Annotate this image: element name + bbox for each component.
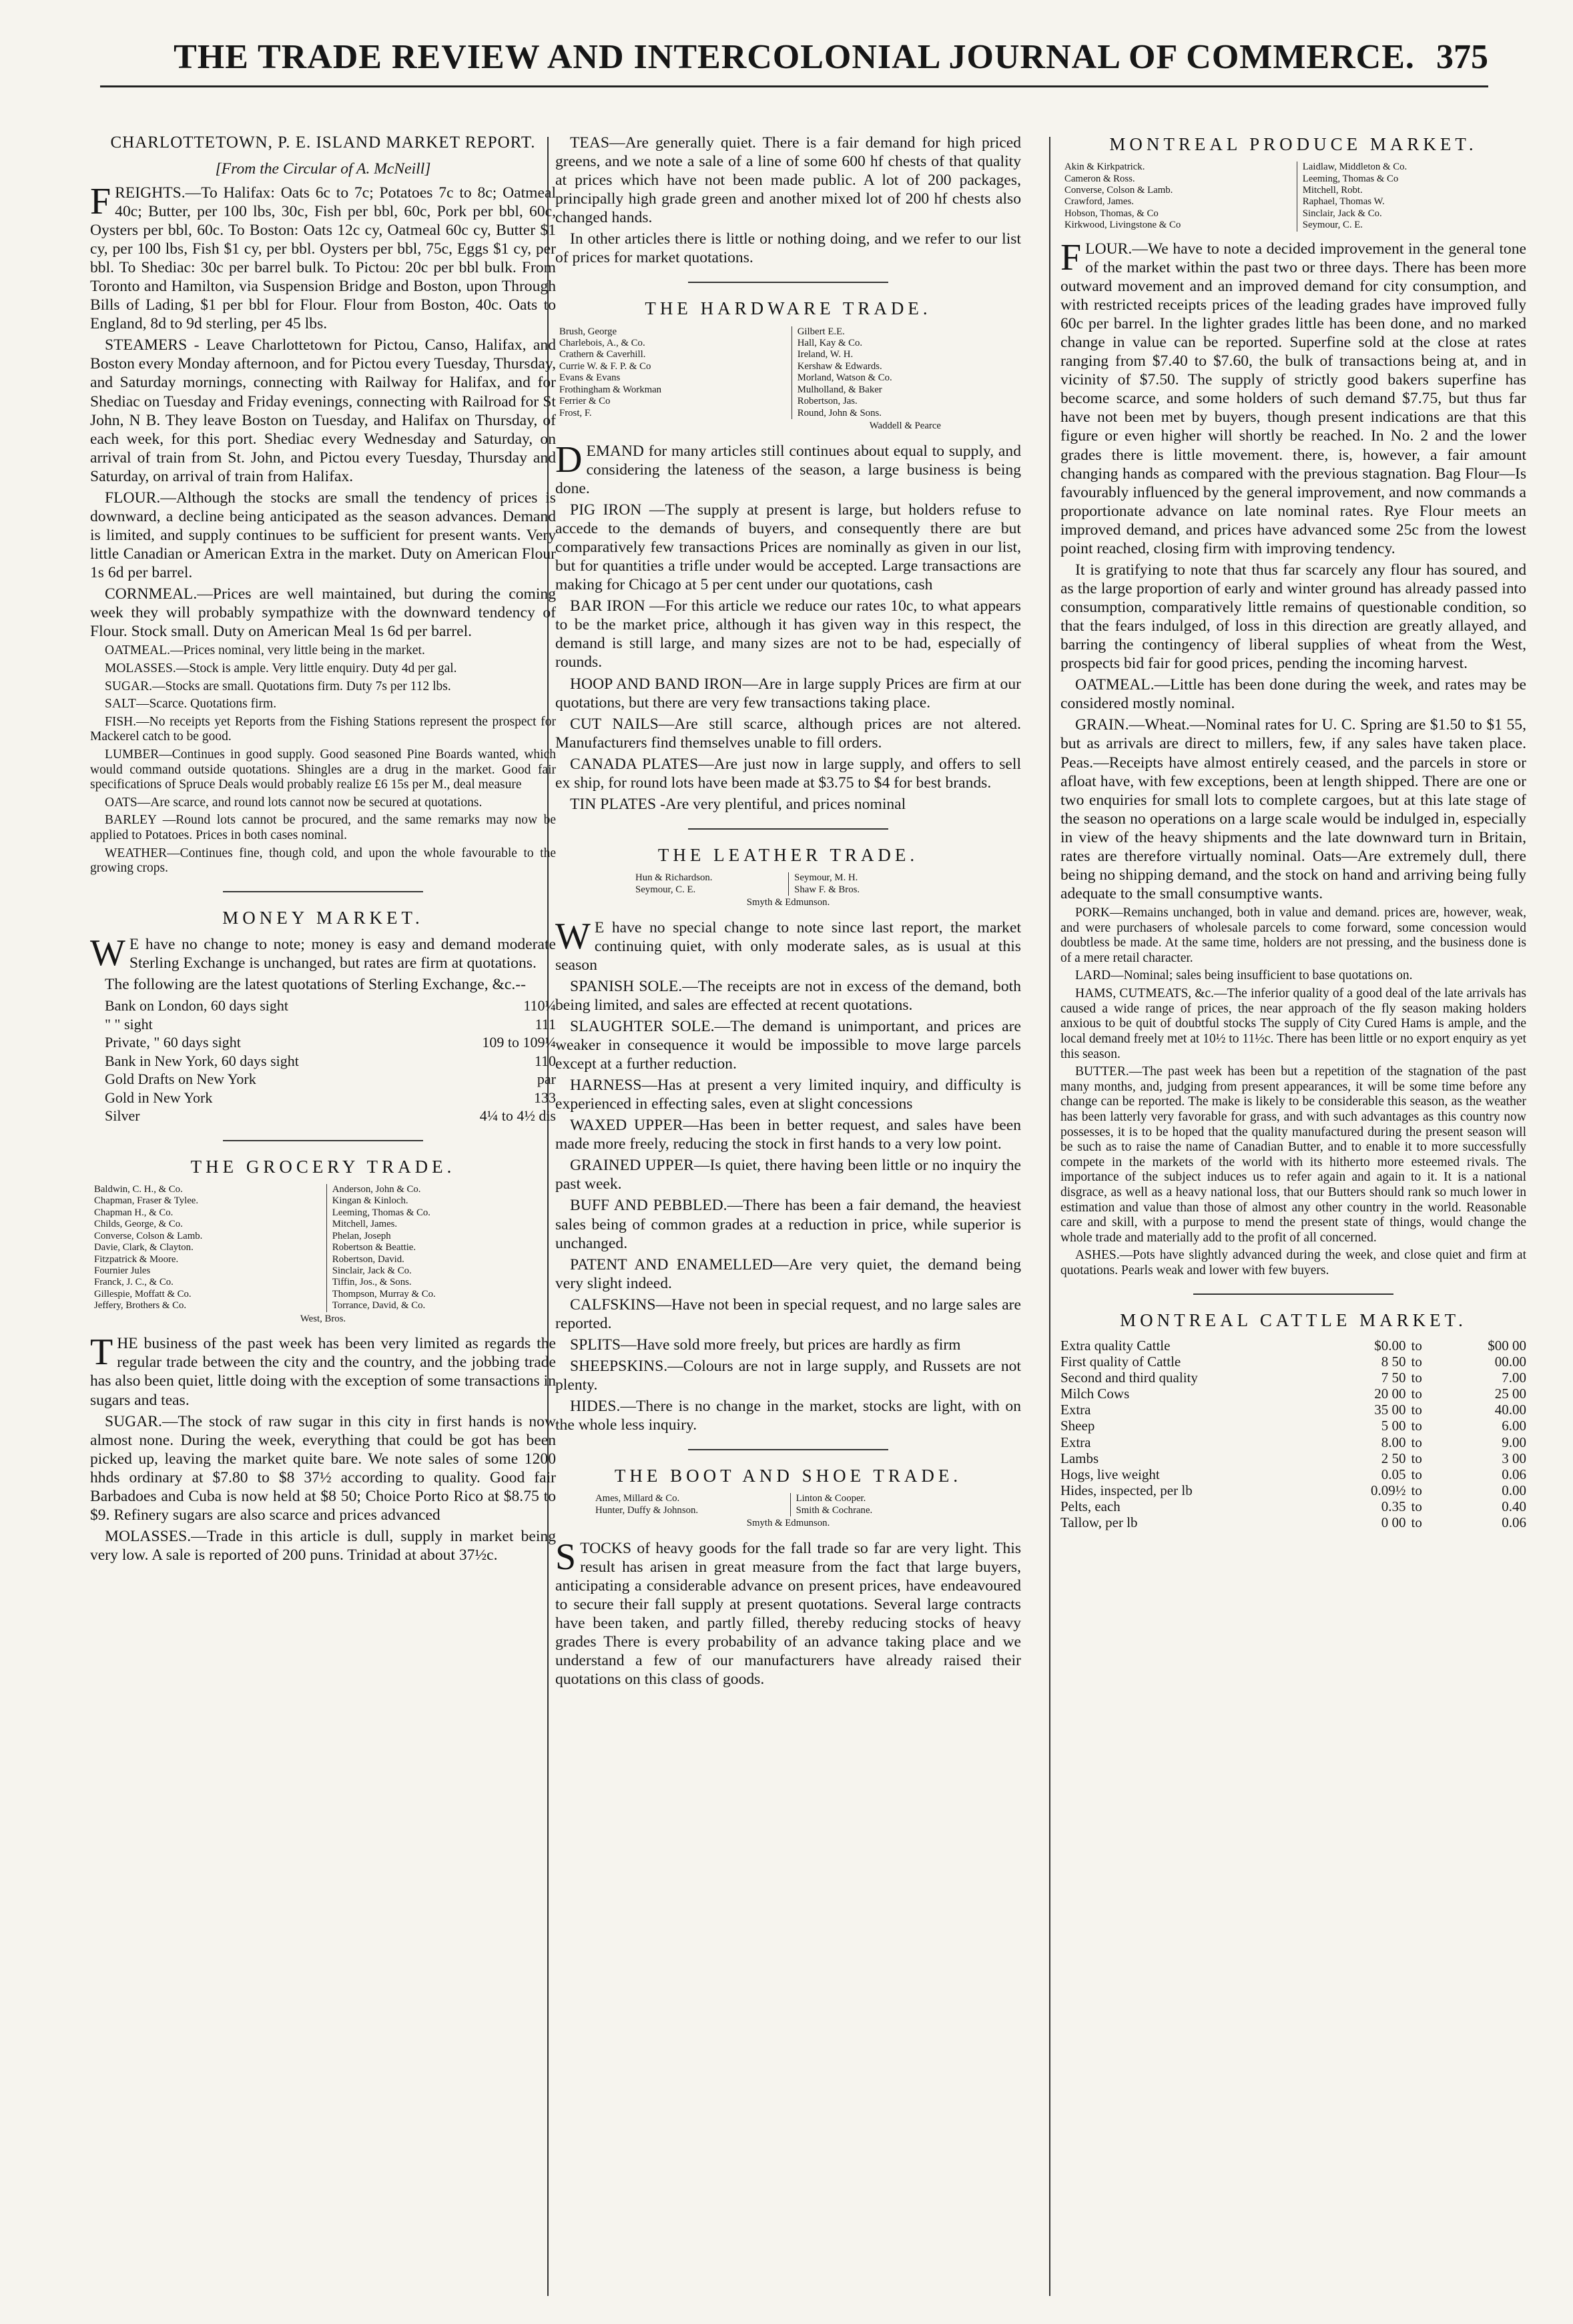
table-cell-value: 110¼ — [523, 997, 556, 1014]
firm-name: Hall, Kay & Co. — [797, 338, 863, 349]
table-cell-from: 0.09½ — [1371, 1482, 1406, 1499]
article-paragraph: SALT—Scarce. Quotations firm. — [105, 697, 277, 711]
section-divider — [223, 891, 423, 892]
table-cell-label: First quality of Cattle — [1060, 1353, 1181, 1370]
firm-list-left — [1064, 162, 1284, 232]
section-heading-hardware: THE HARDWARE TRADE. — [645, 298, 932, 319]
firm-list — [559, 326, 1017, 420]
table-cell-label: Bank on London, 60 days sight — [105, 997, 288, 1014]
article-paragraph: The following are the latest quotations of Sterling Exchange, &c.-- — [105, 976, 526, 994]
section-divider — [1193, 1293, 1393, 1295]
firm-name: Akin & Kirkpatrick. — [1064, 162, 1145, 173]
table-row — [90, 996, 556, 1015]
table-cell-label: Lambs — [1060, 1450, 1099, 1466]
firm-name: Smyth & Edmunson. — [746, 897, 830, 908]
firm-name: Morland, Watson & Co. — [797, 372, 892, 384]
column-3 — [1060, 133, 1526, 2296]
firm-name: Crawford, James. — [1064, 196, 1134, 208]
table-cell-to: 0.06 — [1502, 1466, 1526, 1482]
table-cell-label: Hides, inspected, per lb — [1060, 1482, 1193, 1499]
article-paragraph: MOLASSES.—Stock is ample. Very little enquiry. Duty 4d per gal. — [105, 661, 457, 675]
firm-list-right — [326, 1184, 552, 1312]
table-cell-from: 0 00 — [1381, 1514, 1406, 1531]
table-cell-label: Private, " 60 days sight — [105, 1034, 241, 1051]
section-divider — [688, 282, 888, 283]
column-2 — [555, 133, 1021, 2296]
table-cell-label: Extra quality Cattle — [1060, 1337, 1171, 1354]
spacer — [1060, 233, 1526, 240]
firm-name: Waddell & Pearce — [869, 420, 941, 432]
article-paragraph: SPLITS—Have sold more freely, but prices are hardly as firm — [570, 1336, 961, 1354]
firm-name: Phelan, Joseph — [332, 1230, 391, 1241]
table-cell-label: Gold Drafts on New York — [105, 1071, 256, 1088]
table-row: Extra quality Cattle $0.00 to $00 00 — [1060, 1337, 1526, 1354]
firm-name: Kershaw & Edwards. — [797, 360, 882, 372]
article-paragraph: FREIGHTS.—To Halifax: Oats 6c to 7c; Potatoes 7c to 8c; Oatmeal 40c; Butter, per 100 lbs, 30c, Fish per bbl, 60c, Pork per bbl, 60c, Oysters per bbl, 60c. To Boston: Oats 12c cy, Oatmeal 60c cy, Butter $1 cy, per 100 lbs, Fish $1 cy, per bbl. Oysters per bbl, 75c, Eggs $1 cy, per bbl. To Shediac: 30c per barrel bulk. To Pictou: 20c per bbl bulk. From Toronto and Hamilton, via Suspension Bridge and Boston, upon Through Bills of Lading, $1 per bbl for Flour. Flour from Boston, 40c. Oats to England, 8d to 9d sterling, per 45 lbs. — [90, 180, 556, 333]
firm-name: Converse, Colson & Lamb. — [1064, 185, 1173, 196]
firm-name: Leeming, Thomas & Co — [1302, 173, 1399, 184]
firm-name: Robertson, David. — [332, 1253, 404, 1265]
section-divider — [688, 828, 888, 830]
firm-list — [595, 1493, 981, 1516]
firm-list-left — [635, 872, 782, 896]
firm-name: Franck, J. C., & Co. — [94, 1277, 174, 1288]
column-rule — [1049, 137, 1050, 2296]
table-cell-label: Hogs, live weight — [1060, 1466, 1160, 1482]
firm-list-right — [1297, 162, 1522, 232]
article-paragraph: HOOP AND BAND IRON—Are in large supply Prices are firm at our quotations, but there are very few transactions taking place. — [555, 675, 1021, 711]
table-row — [90, 1107, 556, 1125]
firm-name: Gilbert E.E. — [797, 326, 845, 337]
table-cell-to: 40.00 — [1494, 1402, 1526, 1418]
section-heading-money: MONEY MARKET. — [222, 907, 424, 928]
table-cell-label: " " sight — [105, 1015, 153, 1033]
article-paragraph: OATMEAL.—Prices nominal, very little being in the market. — [105, 643, 425, 658]
firm-list-left — [595, 1493, 780, 1516]
firm-name: Ferrier & Co — [559, 396, 611, 407]
table-cell-label: Pelts, each — [1060, 1498, 1121, 1515]
table-row: Second and third quality 7 50 to 7.00 — [1060, 1370, 1526, 1386]
section-heading-grocery: THE GROCERY TRADE. — [190, 1156, 456, 1177]
table-cell-label: Tallow, per lb — [1060, 1514, 1138, 1531]
source-note: [From the Circular of A. McNeill] — [215, 160, 431, 178]
article-paragraph: WE have no change to note; money is easy and demand moderate Sterling Exchange is unchanged, but rates are firm at quotations. — [90, 932, 556, 974]
table-cell-label: Extra — [1060, 1402, 1091, 1418]
article-paragraph: SUGAR.—Stocks are small. Quotations firm. Duty 7s per 112 lbs. — [105, 679, 451, 693]
article-paragraph: SPANISH SOLE.—The receipts are not in excess of the demand, both being limited, and sales are effected at recent quotations. — [555, 977, 1021, 1014]
firm-name: Gillespie, Moffatt & Co. — [94, 1288, 192, 1299]
firm-name: Hunter, Duffy & Johnson. — [595, 1504, 699, 1516]
section-heading-boot: THE BOOT AND SHOE TRADE. — [614, 1466, 962, 1486]
table-cell-to: 0.06 — [1502, 1514, 1526, 1531]
table-cell-from: 2 50 — [1381, 1450, 1406, 1466]
firm-name: Thompson, Murray & Co. — [332, 1288, 436, 1299]
firm-name: Evans & Evans — [559, 372, 621, 384]
firm-name: Mitchell, James. — [332, 1219, 398, 1230]
table-cell-label: Bank in New York, 60 days sight — [105, 1052, 299, 1069]
firm-name: Laidlaw, Middleton & Co. — [1302, 162, 1407, 173]
article-paragraph: OATMEAL.—Little has been done during the week, and rates may be considered mostly nominal. — [1060, 676, 1526, 713]
article-paragraph: DEMAND for many articles still continues about equal to supply, and considering the lateness of the season, a large business is being done. — [555, 439, 1021, 497]
firm-list-left — [559, 326, 779, 420]
firm-name: Seymour, C. E. — [635, 884, 696, 895]
article-paragraph: LUMBER—Continues in good supply. Good seasoned Pine Boards wanted, which would command outside quotations. Shingles are a drug in the market. Good fair specifications of Spruce Deals would probably realize £6 15s per M., deal measure — [90, 747, 556, 792]
column-1 — [90, 133, 556, 2296]
table-cell-from: 8.00 — [1381, 1434, 1406, 1450]
section-heading-cattle: MONTREAL CATTLE MARKET. — [1120, 1310, 1467, 1330]
firm-name: Baldwin, C. H., & Co. — [94, 1183, 183, 1195]
masthead-title: THE TRADE REVIEW AND INTERCOLONIAL JOURNAL OF COMMERCE. — [174, 38, 1415, 76]
article-paragraph: BUFF AND PEBBLED.—There has been a fair demand, the heaviest sales being of common grades at a reduction in price, while superior is unchanged. — [555, 1197, 1021, 1252]
section-heading-charlottetown: CHARLOTTETOWN, P. E. ISLAND MARKET REPORT. — [110, 133, 536, 152]
firm-name: Hobson, Thomas, & Co — [1064, 208, 1159, 219]
firm-name: Raphael, Thomas W. — [1302, 196, 1385, 208]
firm-name: Smyth & Edmunson. — [746, 1518, 830, 1529]
article-paragraph: TIN PLATES -Are very plentiful, and prices nominal — [570, 795, 906, 813]
article-paragraph: CUT NAILS—Are still scarce, although prices are not altered. Manufacturers find themselves unable to fill orders. — [555, 715, 1021, 752]
table-row: Extra 8.00 to 9.00 — [1060, 1434, 1526, 1450]
page-header — [100, 25, 1488, 87]
firm-name: Robertson, Jas. — [797, 396, 858, 407]
table-cell-value: 111 — [535, 1015, 556, 1033]
firm-name: Torrance, David, & Co. — [332, 1300, 426, 1312]
firm-name: Charlebois, A., & Co. — [559, 338, 645, 349]
firm-name: Sinclair, Jack & Co. — [332, 1265, 412, 1276]
article-paragraph: It is gratifying to note that thus far scarcely any flour has soured, and as the large proportion of early and winter ground has already passed into consumption, comparatively little remains of questionable condition, so that the fears indulged, of loss in this direction are greatly allayed, and barring the contingency of liberal supplies of wheat from the West, prospects bid fair for good prices, pending the incoming harvest. — [1060, 561, 1526, 673]
firm-name: Fournier Jules — [94, 1265, 151, 1276]
article-paragraph: MOLASSES.—Trade in this article is dull, supply in market being very low. A sale is reported of 200 puns. Trinidad at about 37½c. — [90, 1527, 556, 1564]
table-cell-label: Extra — [1060, 1434, 1091, 1450]
article-paragraph: FLOUR.—Although the stocks are small the tendency of prices is downward, a decline being anticipated as the season advances. Demand is limited, and supply continues to be sufficient for present wants. Very little Canadian or American Extra in the market. Duty on American Flour 1s 6d per barrel. — [90, 489, 556, 582]
article-paragraph: TEAS—Are generally quiet. There is a fair demand for high priced greens, and we note a sale of a line of some 600 hf chests of that quality at prices which have not been made public. A lot of 200 packages, principally high grade green and another mixed lot of 200 hf chests also changed hands. — [555, 134, 1021, 227]
table-cell-from: 0.05 — [1381, 1466, 1406, 1482]
article-paragraph: PATENT AND ENAMELLED—Are very quiet, the demand being very slight indeed. — [555, 1255, 1021, 1292]
table-cell-label: Silver — [105, 1107, 140, 1125]
page-number: 375 — [1436, 38, 1488, 76]
table-cell-to: 6.00 — [1502, 1418, 1526, 1434]
firm-name: Ames, Millard & Co. — [595, 1493, 680, 1504]
firm-name: Hun & Richardson. — [635, 872, 713, 884]
firm-name: Childs, George, & Co. — [94, 1219, 183, 1230]
table-cell-from: 0.35 — [1381, 1498, 1406, 1515]
article-paragraph: LARD—Nominal; sales being insufficient to base quotations on. — [1075, 968, 1413, 983]
firm-name: Robertson & Beattie. — [332, 1242, 416, 1253]
table-cell-label: Gold in New York — [105, 1089, 213, 1106]
table-row: First quality of Cattle 8 50 to 00.00 — [1060, 1353, 1526, 1370]
table-row: Lambs 2 50 to 3 00 — [1060, 1450, 1526, 1466]
table-cell-value: 109 to 109¼ — [482, 1034, 556, 1051]
firm-name: Crathern & Caverhill. — [559, 349, 646, 360]
article-paragraph: WEATHER—Continues fine, though cold, and upon the whole favourable to the growing crops. — [90, 846, 556, 876]
article-paragraph: HIDES.—There is no change in the market, stocks are light, with on the whole less inquiry. — [555, 1398, 1021, 1434]
table-cell-value: par — [537, 1071, 556, 1088]
article-paragraph: CORNMEAL.—Prices are well maintained, but during the coming week they will probably sympathize with the downward tendency of Flour. Stock small. Duty on American Meal 1s 6d per barrel. — [90, 585, 556, 641]
table-cell-to: 0.00 — [1502, 1482, 1526, 1499]
table-row — [90, 1052, 556, 1071]
firm-list — [1064, 162, 1522, 232]
firm-list — [94, 1184, 552, 1312]
table-cell-to: 7.00 — [1502, 1370, 1526, 1386]
table-row: Pelts, each 0.35 to 0.40 — [1060, 1498, 1526, 1515]
article-paragraph: CALFSKINS—Have not been in special request, and no large sales are reported. — [555, 1295, 1021, 1332]
article-paragraph: BAR IRON —For this article we reduce our rates 10c, to what appears to be the market price, although it has given way in this respect, the demand is still large, and many sizes are not to be had, especially of rounds. — [555, 597, 1021, 671]
firm-name: Seymour, M. H. — [794, 872, 858, 884]
table-cell-label: Sheep — [1060, 1418, 1095, 1434]
table-cell-from: $0.00 — [1374, 1337, 1406, 1354]
firm-name: Mitchell, Robt. — [1302, 185, 1363, 196]
firm-list-left — [94, 1184, 314, 1312]
table-cell-to: 3 00 — [1502, 1450, 1526, 1466]
table-cell-label: Milch Cows — [1060, 1386, 1130, 1402]
firm-name: Shaw F. & Bros. — [794, 884, 860, 895]
cattle-price-table — [1060, 1338, 1526, 1531]
firm-name: Tiffin, Jos., & Sons. — [332, 1277, 412, 1288]
table-cell-from: 7 50 — [1381, 1370, 1406, 1386]
firm-name: Chapman H., & Co. — [94, 1207, 174, 1218]
section-heading-produce: MONTREAL PRODUCE MARKET. — [1109, 134, 1478, 154]
table-cell-from: 35 00 — [1374, 1402, 1406, 1418]
article-paragraph: FLOUR.—We have to note a decided improvement in the general tone of the market within the past two or three days. There has been more outward movement and an improved demand for city consumption, and with restricted receipts prices of the leading grades have improved fully 60c per barrel. In the lighter grades little has been done, and no marked change in value can be reported. Superfine sold at the close at rates ranging from $7.40 to $7.60, the bulk of transactions being at, and in vicinity of $7.50. The supply of strictly good bakers superfine has become scarce, and some holders of such demand $7.75, but thus far have not been met by buyers, though present indications are that this figure or even higher will shortly be reached. In No. 2 and the lower grades there is little movement. there, is, however, a fair amount changing hands as compared with the previous stagnation. Bag Flour—Is favourably influenced by the general improvement, and now commands a proportionate advance on late nominal rates. Rye Flour meets an improved demand, and prices have advanced some 25c from the lowest point reached, closing firm with improving tendency. — [1060, 236, 1526, 557]
table-cell-to: 0.40 — [1502, 1498, 1526, 1515]
table-row: Hogs, live weight 0.05 to 0.06 — [1060, 1466, 1526, 1482]
article-paragraph: SUGAR.—The stock of raw sugar in this city in first hands is now almost none. During the week, everything that could be got has been picked up, leaving the market quite bare. We note sales of some 1200 hhds ordinary at $7.80 to $8 37½ according to quality. Good fair Barbadoes and Cuba is now held at $8 50; Choice Porto Rico at $8.75 to $9. Refinery sugars are also scarce and prices advanced — [90, 1412, 556, 1524]
article-paragraph: OATS—Are scarce, and round lots cannot now be secured at quotations. — [105, 795, 483, 810]
table-row: Tallow, per lb 0 00 to 0.06 — [1060, 1514, 1526, 1531]
article-paragraph: In other articles there is little or nothing doing, and we refer to our list of prices for market quotations. — [555, 230, 1021, 267]
firm-list-right — [790, 1493, 981, 1516]
article-paragraph: SHEEPSKINS.—Colours are not in large supply, and Russets are not plenty. — [555, 1357, 1021, 1394]
table-row: Milch Cows 20 00 to 25 00 — [1060, 1386, 1526, 1402]
article-paragraph: WAXED UPPER—Has been in better request, and sales have been made more freely, reducing the stock in first hands to a very low point. — [555, 1117, 1021, 1153]
firm-name: Kingan & Kinloch. — [332, 1195, 408, 1207]
article-paragraph: STOCKS of heavy goods for the fall trade so far are very light. This result has arisen in great measure from the fact that large buyers, anticipating a considerable advance on present prices, have endeavoured to secure their fall supply at present quotations. Several large contracts have been taken, and partly filled, thereby reducing stocks of heavy grades There is every probability of an advance taking place and we understand a few of our manufacturers have already raised their quotations on this class of goods. — [555, 1536, 1021, 1689]
firm-name: Leeming, Thomas & Co. — [332, 1207, 431, 1218]
exchange-table — [90, 996, 556, 1125]
table-cell-to: 25 00 — [1494, 1386, 1526, 1402]
firm-name: Davie, Clark, & Clayton. — [94, 1242, 194, 1253]
article-paragraph: SLAUGHTER SOLE.—The demand is unimportant, and prices are weaker in consequence it would be impossible to move large parcels except at a further reduction. — [555, 1017, 1021, 1073]
firm-name: Smith & Cochrane. — [796, 1504, 873, 1516]
section-divider — [223, 1140, 423, 1141]
firm-name: Anderson, John & Co. — [332, 1183, 421, 1195]
firm-name: Fitzpatrick & Moore. — [94, 1253, 179, 1265]
table-cell-value: 133 — [534, 1089, 556, 1106]
firm-name: Frost, F. — [559, 407, 592, 418]
table-cell-to: $00 00 — [1488, 1337, 1526, 1354]
article-paragraph: FISH.—No receipts yet Reports from the Fishing Stations represent the prospect for Mackerel catch to be good. — [90, 714, 556, 744]
article-paragraph: THE business of the past week has been very limited as regards the regular trade between the city and the country, and the jobbing trade has also been quiet, little doing with the exception of some transactions in sugars and teas. — [90, 1332, 556, 1409]
table-row: Sheep 5 00 to 6.00 — [1060, 1418, 1526, 1434]
table-cell-from: 20 00 — [1374, 1386, 1406, 1402]
table-row: Hides, inspected, per lb 0.09½ to 0.00 — [1060, 1482, 1526, 1499]
article-paragraph: CANADA PLATES—Are just now in large supply, and offers to sell ex ship, for round lots have been made at $3.75 to $4 for best brands. — [555, 755, 1021, 792]
table-row — [90, 1033, 556, 1052]
firm-name: Seymour, C. E. — [1302, 220, 1363, 231]
article-paragraph: BARLEY —Round lots cannot be procured, and the same remarks may now be applied to Potatoes. Prices in both cases nominal. — [90, 813, 556, 843]
article-paragraph: ASHES.—Pots have slightly advanced during the week, and close quiet and firm at quotations. Pearls weak and lower with few buyers. — [1060, 1248, 1526, 1278]
section-heading-leather: THE LEATHER TRADE. — [657, 844, 919, 865]
firm-name: Brush, George — [559, 326, 617, 337]
firm-name: Currie W. & F. P. & Co — [559, 360, 651, 372]
table-row — [90, 1070, 556, 1089]
firm-name: West, Bros. — [300, 1313, 346, 1324]
firm-name: Linton & Cooper. — [796, 1493, 866, 1504]
article-paragraph: PIG IRON —The supply at present is large, but holders refuse to accede to the demands of buyers, and consequently there are but comparatively few transactions Prices are nominally as given in our list, but for quantities a trifle under would be accepted. Large transactions are making for Chicago at 5 per cent under our quotations, cash — [555, 501, 1021, 594]
firm-list-right — [792, 326, 1017, 420]
article-paragraph: STEAMERS - Leave Charlottetown for Pictou, Canso, Halifax, and Boston every Monday afternoon, and for Pictou every Tuesday, Thursday, and Saturday mornings, connecting with Railway for Halifax, and for Shediac on Tuesday and Friday evenings, connecting with Railroad for St John, N B. They leave Boston on Tuesday, and Halifax on Thursday, of each week, for this port. Shediac every Wednesday and Saturday, on arrival of train from St. John, and Pictou every Tuesday, Thursday and Saturday, on arrival of train from Halifax. — [90, 336, 556, 485]
firm-name: Chapman, Fraser & Tylee. — [94, 1195, 199, 1207]
firm-list — [635, 872, 941, 896]
firm-name: Jeffery, Brothers & Co. — [94, 1300, 187, 1312]
article-paragraph: HAMS, CUTMEATS, &c.—The inferior quality of a good deal of the late arrivals has caused a wide range of prices, the near approach of the fly season making holders anxious to be quit of doubtful stocks The supply of City Cured Hams is ample, and the local demand freely met at 10½ to 11½c. There has been little or no export enquiry as yet this season. — [1060, 986, 1526, 1061]
firm-name: Converse, Colson & Lamb. — [94, 1230, 203, 1241]
table-cell-value: 4¼ to 4½ dis — [479, 1107, 556, 1125]
table-cell-value: 110 — [534, 1052, 556, 1069]
firm-name: Sinclair, Jack & Co. — [1302, 208, 1382, 219]
section-divider — [688, 1449, 888, 1450]
article-paragraph: GRAINED UPPER—Is quiet, there having been little or no inquiry the past week. — [555, 1157, 1021, 1193]
firm-name: Round, John & Sons. — [797, 407, 882, 418]
table-cell-from: 5 00 — [1381, 1418, 1406, 1434]
firm-name: Kirkwood, Livingstone & Co — [1064, 220, 1181, 231]
article-paragraph: GRAIN.—Wheat.—Nominal rates for U. C. Spring are $1.50 to $1 55, but as arrivals are direct to millers, few, if any sales have taken place. Peas.—Receipts have almost entirely ceased, and the parcels in store or afloat have, with few exceptions, been at length shipped. There are one or two enquiries for small lots to complete cargoes, but at this late stage of the season no operations on a large scale would be indulged in, especially in view of the heavy shipments and the late downward turn in Britain, rates are therefore virtually nominal. Oats—Are extremely dull, there being no shipping demand, and the stock on hand and arriving being fully adequate to the small consumptive wants. — [1060, 716, 1526, 902]
firm-list-right — [788, 872, 941, 896]
firm-name: Mulholland, & Baker — [797, 384, 882, 395]
article-paragraph: PORK—Remains unchanged, both in value and demand. prices are, however, weak, and were purchasers of wholesale parcels to come forward, some concession would doubtless be made. At the same time, holders are not pressing, and the business done is of a mere retail character. — [1060, 906, 1526, 965]
firm-name: Cameron & Ross. — [1064, 173, 1135, 184]
firm-name: Frothingham & Workman — [559, 384, 662, 395]
table-row — [90, 1089, 556, 1107]
article-paragraph: BUTTER.—The past week has been but a repetition of the stagnation of the past many months, and, judging from present appearances, it will be some time before any change can be reported. The make is likely to be considerable this season, as the weather has been latterly very favorable for grass, and with such advantages as this country now possesses, it is to be hoped that the quality manufactured during the present season will be such as to raise the name of Canadian Butter, and to enable it to more successfully compete in the markets of the world with its hitherto more esteemed rivals. The importance of the subject induces us to refer again and again to it. It is a national disgrace, as well as a heavy national loss, that our Butters should rank so much lower in estimation and value than those of almost any other country in the world. Reasonable care and skill, with a purpose to mend the present state of things, would change the whole trade and materially add to the profit of all concerned. — [1060, 1065, 1526, 1245]
table-cell-label: Second and third quality — [1060, 1370, 1198, 1386]
table-row — [90, 1015, 556, 1034]
table-row: Extra 35 00 to 40.00 — [1060, 1402, 1526, 1418]
table-cell-from: 8 50 — [1381, 1353, 1406, 1370]
table-cell-to: 00.00 — [1494, 1353, 1526, 1370]
article-paragraph: WE have no special change to note since last report, the market continuing quiet, with only moderate sales, as is usual at this season — [555, 915, 1021, 974]
table-cell-to: 9.00 — [1502, 1434, 1526, 1450]
firm-name: Ireland, W. H. — [797, 349, 854, 360]
article-paragraph: HARNESS—Has at present a very limited inquiry, and difficulty is experienced in effecting sales, even at slight concessions — [555, 1077, 1021, 1113]
